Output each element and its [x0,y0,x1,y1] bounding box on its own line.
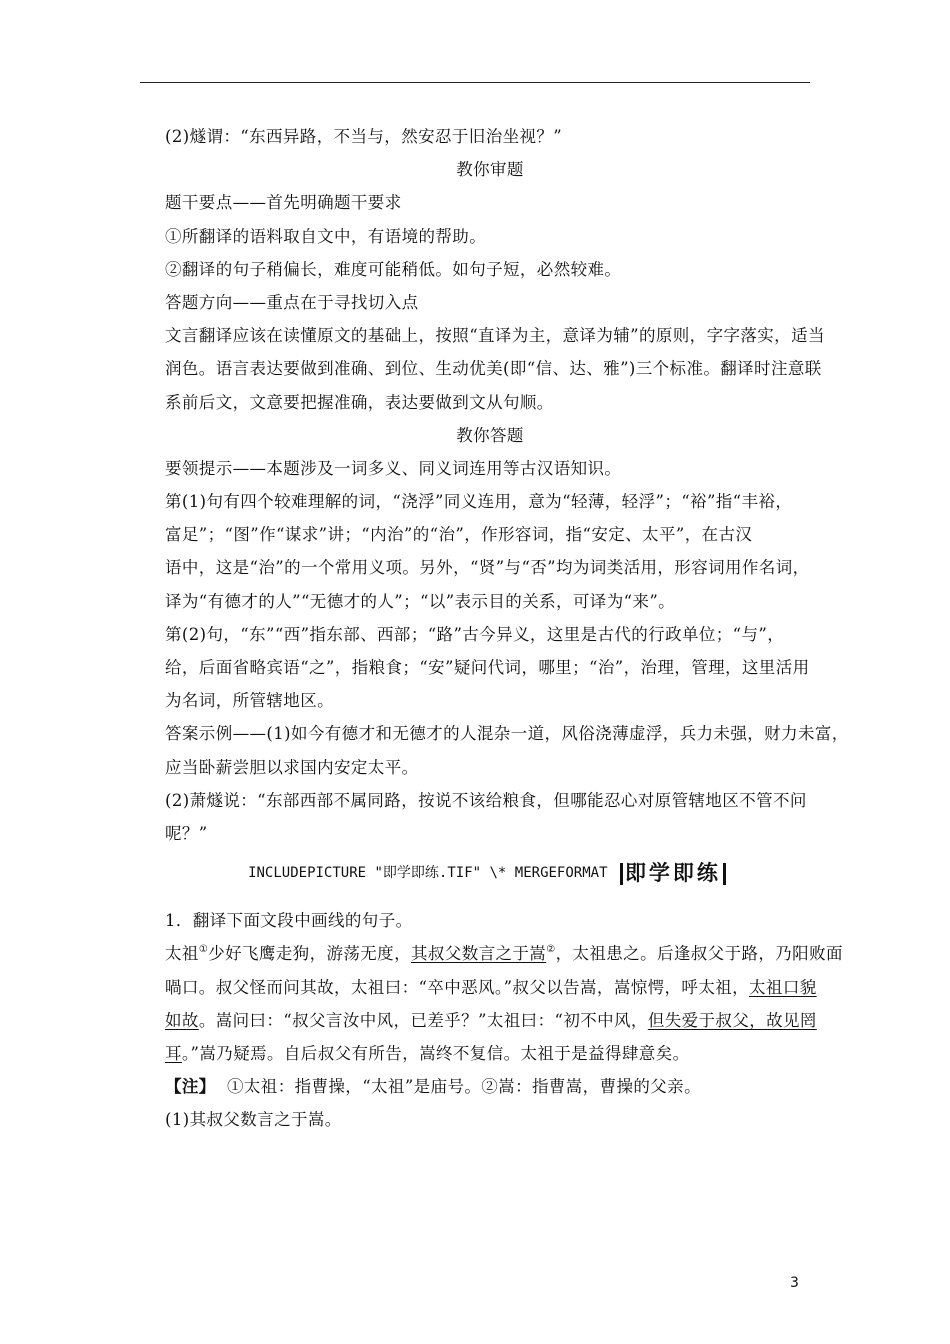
include-picture-field [165,850,815,896]
text-line: ①所翻译的语料取自文中，有语境的帮助。 [165,226,487,246]
text-line: 答案示例——(1)如今有德才和无德才的人混杂一道，风俗浇薄虚浮，兵力未强，财力未富， [165,724,849,744]
text-line: 润色。语言表达要做到准确、到位、生动优美(即“信、达、雅”)三个标准。翻译时注意联 [165,359,822,379]
text-line: 第(2)句，“东”“西”指东部、西部；“路”古今异义，这里是古代的行政单位；“与”， [165,624,785,644]
text-line: 给，后面省略宾语“之”，指粮食；“安”疑问代词，哪里；“治”，治理，管理，这里活用 [165,658,810,677]
page-number: 3 [790,1275,799,1291]
passage-text: 太祖 [165,944,199,964]
practice-badge [618,850,732,896]
passage-text: 喎口。叔父怪而问其故，太祖曰：“卒中恶风。”叔父以告嵩，嵩惊愕，呼太祖， [165,977,750,997]
badge-bar-right [723,863,726,885]
underlined-sentence: 太祖口貌 [749,977,817,997]
section-heading-review: 教你审题 [456,160,524,180]
text-line: 呢？” [165,823,208,843]
document-body [165,120,849,1136]
badge-bar-left [620,863,623,885]
text-line: (2)燧谓：“东西异路，不当与，然安忍于旧治坐视？” [165,127,563,146]
text-line: 系前后文，文意要把握准确，表达要做到文从句顺。 [165,392,554,412]
passage-text: 。”嵩乃疑焉。自后叔父有所告，嵩终不复信。太祖于是益得肆意矣。 [181,1043,690,1063]
passage-line [165,971,815,1004]
text-line: 要领提示——本题涉及一词多义、同义词连用等古汉语知识。 [165,458,622,478]
passage-text: ，太祖患之。后逢叔父于路，乃阳败面 [555,944,843,964]
footnote-marker: ① [198,944,209,956]
passage-text: 。嵩问曰：“叔父言汝中风，已差乎？”太祖曰：“初不中风， [198,1010,648,1030]
text-line: 第(1)句有四个较难理解的词，“浇浮”同义连用，意为“轻薄，轻浮”；“裕”指“丰裕， [165,492,793,512]
badge-label: 即学即练 [624,861,721,886]
passage-line [165,1037,815,1070]
section-heading-answer: 教你答题 [456,425,524,445]
text-line: 答题方向——重点在于寻找切入点 [165,292,419,312]
note-text: ①太祖：指曹操，“太祖”是庙号。②嵩：指曹嵩，曹操的父亲。 [227,1077,701,1097]
text-line: 文言翻译应该在读懂原文的基础上，按照“直译为主，意译为辅”的原则，字字落实，适当 [165,326,825,346]
text-line: ②翻译的句子稍偏长，难度可能稍低。如句子短，必然较难。 [165,259,622,279]
text-line: 应当卧薪尝胆以求国内安定太平。 [165,757,419,777]
text-line: (2)萧燧说：“东部西部不属同路，按说不该给粮食，但哪能忍心对原管辖地区不管不问 [165,790,807,810]
footnote-marker: ② [546,944,556,956]
note-line [165,1070,815,1103]
passage-line [165,1004,815,1037]
question-title: 1．翻译下面文段中画线的句子。 [165,911,413,931]
header-rule [140,82,810,83]
underlined-sentence: 耳 [165,1043,182,1063]
field-code-text: INCLUDEPICTURE "即学即练.TIF" \* MERGEFORMAT [248,865,608,882]
passage-text: 少好飞鹰走狗，游荡无度， [208,944,411,964]
underlined-sentence: 但失爱于叔父，故见罔 [647,1010,817,1030]
note-label: 【注】 [165,1077,216,1097]
underlined-sentence: 如故 [165,1010,199,1030]
text-line: 语中，这是“治”的一个常用义项。另外，“贤”与“否”均为词类活用，形容词用作名词， [165,558,810,578]
text-line: 富足”；“图”作“谋求”讲；“内治”的“治”，作形容词，指“安定、太平”，在古汉 [165,525,753,545]
text-line: 为名词，所管辖地区。 [165,691,334,711]
text-line: 题干要点——首先明确题干要求 [165,193,402,213]
text-line: 译为“有德才的人”“无德才的人”；“以”表示目的关系，可译为“来”。 [165,591,676,611]
sub-question: (1)其叔父数言之于嵩。 [165,1110,342,1130]
passage-line [165,937,843,970]
underlined-sentence: 其叔父数言之于嵩 [411,944,547,964]
